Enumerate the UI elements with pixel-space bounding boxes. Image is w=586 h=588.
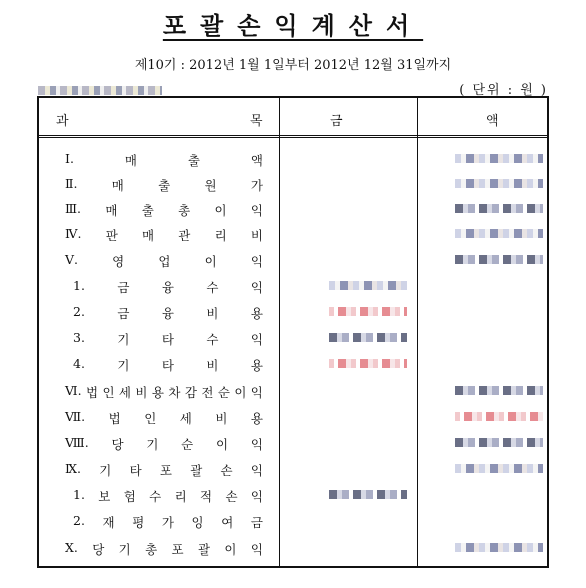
account-name-char: 출 [158, 178, 171, 193]
account-name [73, 487, 263, 505]
account-number: Ⅷ. [65, 435, 89, 450]
account-name-char: 당 [111, 437, 124, 452]
account-name-char: 타 [129, 463, 142, 478]
account-name-char: 총 [178, 203, 191, 218]
amount-redacted [329, 281, 407, 290]
account-name-char: 익 [250, 254, 263, 269]
account-name-char: 가 [250, 178, 263, 193]
account-number: Ⅳ. [65, 226, 82, 241]
account-name-char: 당 [92, 542, 105, 557]
table-row [39, 299, 547, 324]
account-name-char: 익 [250, 437, 263, 452]
account-name-char: 이 [204, 254, 217, 269]
table-row [39, 247, 547, 272]
account-name-char: 익 [250, 332, 263, 347]
account-number: Ⅰ. [65, 151, 74, 166]
account-name-char: 손 [225, 489, 238, 504]
amount-redacted [455, 543, 543, 552]
amount-redacted [455, 229, 543, 238]
account-name-char: 재 [102, 515, 115, 530]
amount-redacted [455, 464, 543, 473]
account-number: 1. [73, 278, 85, 293]
account-name-char: 비 [206, 358, 219, 373]
account-name-char: 포 [171, 542, 184, 557]
account-name-char: 출 [187, 153, 200, 168]
table-row [39, 430, 547, 455]
amount-redacted [455, 179, 543, 188]
amount-redacted [329, 490, 407, 499]
account-name-char: 비 [250, 228, 263, 243]
table-row [39, 325, 547, 350]
amount-redacted [329, 307, 407, 316]
account-number: Ⅱ. [65, 176, 78, 191]
account-name-char: 수 [206, 280, 219, 295]
account-name [65, 383, 263, 401]
account-name [65, 540, 263, 558]
account-name-char: 기 [146, 437, 159, 452]
amount-redacted [455, 204, 543, 213]
account-name-char: 수 [149, 489, 162, 504]
account-name [73, 513, 263, 531]
account-name-char: 용 [250, 358, 263, 373]
account-name-char: 익 [250, 463, 263, 478]
account-name-char: 출 [141, 203, 154, 218]
account-name-char: 융 [161, 280, 174, 295]
account-name-char: 금 [250, 515, 263, 530]
account-name-char: 적 [200, 489, 213, 504]
account-name-char: 기 [117, 332, 130, 347]
account-name-char: 법 [85, 385, 99, 400]
account-name-char: 금 [117, 306, 130, 321]
account-name [65, 201, 263, 219]
table-row [39, 404, 547, 429]
account-name-char: 험 [123, 489, 136, 504]
account-name-char: 순 [181, 437, 194, 452]
account-name-char: 액 [250, 153, 263, 168]
amount-redacted [329, 333, 407, 342]
account-name-char: 비 [215, 411, 228, 426]
account-name [65, 151, 263, 169]
amount-redacted [455, 154, 543, 163]
account-name [65, 409, 263, 427]
account-name-char: 인 [144, 411, 157, 426]
account-name-char: 가 [161, 515, 174, 530]
account-name [65, 435, 263, 453]
account-name-char: 이 [214, 203, 227, 218]
header-amount-left: 금 [330, 114, 343, 129]
account-name-char: 타 [161, 332, 174, 347]
account-name-char: 기 [117, 358, 130, 373]
account-name-char: 관 [178, 228, 191, 243]
account-name-char: 매 [124, 153, 137, 168]
account-name [73, 356, 263, 374]
account-name [65, 226, 263, 244]
account-name-char: 여 [221, 515, 234, 530]
account-name-char: 보 [98, 489, 111, 504]
table-row [39, 196, 547, 221]
account-name-char: 기 [118, 542, 131, 557]
account-name-char: 매 [141, 228, 155, 243]
account-name-char: 리 [174, 489, 187, 504]
account-name [65, 461, 263, 479]
account-name-char: 용 [250, 306, 263, 321]
account-name-char: 괄 [197, 542, 211, 557]
header-account-left: 과 [56, 114, 69, 129]
account-name-char: 비 [135, 385, 148, 400]
account-name-char: 세 [118, 385, 131, 400]
account-name [65, 176, 263, 194]
account-name-char: 전 [201, 385, 214, 400]
account-name-char: 법 [108, 411, 121, 426]
header-account-right: 목 [250, 114, 263, 129]
amount-redacted [329, 359, 407, 368]
account-name-char: 이 [224, 542, 237, 557]
amount-redacted [455, 255, 543, 264]
account-name-char: 이 [216, 437, 229, 452]
account-number: 2. [73, 513, 85, 528]
account-name-char: 판 [105, 228, 118, 243]
account-name-char: 잉 [191, 515, 204, 530]
table-header [39, 98, 547, 138]
account-name-char: 업 [158, 254, 171, 269]
account-name-char: 타 [161, 358, 174, 373]
account-name-char: 비 [206, 306, 219, 321]
fiscal-period: 제10기 : 2012년 1월 1일부터 2012년 12월 31일까지 [134, 58, 452, 73]
account-name [65, 252, 263, 270]
account-name-char: 수 [206, 332, 219, 347]
table-row [39, 351, 547, 376]
account-name-char: 익 [250, 280, 263, 295]
account-name-char: 총 [145, 542, 158, 557]
amount-redacted [455, 412, 543, 421]
table-row [39, 456, 547, 481]
account-name-char: 용 [151, 385, 164, 400]
account-name-char: 금 [117, 280, 130, 295]
table-row [39, 171, 547, 196]
account-name-char: 익 [250, 489, 263, 504]
account-name [73, 278, 263, 296]
account-name-char: 순 [217, 385, 230, 400]
account-number: 3. [73, 330, 85, 345]
account-name-char: 이 [234, 385, 247, 400]
account-number: Ⅵ. [65, 383, 82, 398]
account-name-char: 원 [204, 178, 217, 193]
account-name-char: 영 [112, 254, 125, 269]
header-amount-right: 액 [486, 114, 499, 129]
account-name [73, 330, 263, 348]
account-name-char: 포 [159, 463, 172, 478]
account-number: Ⅸ. [65, 461, 82, 476]
account-name-char: 평 [132, 515, 145, 530]
account-name-char: 괄 [190, 463, 203, 478]
company-name-redacted [38, 86, 162, 95]
currency-unit: ( 단위 : 원 ) [459, 83, 548, 98]
account-name-char: 리 [214, 228, 227, 243]
account-name-char: 기 [99, 463, 112, 478]
account-name-char: 세 [179, 411, 192, 426]
table-row [39, 273, 547, 298]
account-number: 4. [73, 356, 85, 371]
table-row [39, 378, 547, 403]
account-number: 2. [73, 304, 85, 319]
account-number: Ⅲ. [65, 201, 82, 216]
account-name-char: 융 [161, 306, 174, 321]
table-row [39, 535, 547, 560]
account-number: Ⅴ. [65, 252, 79, 267]
amount-redacted [455, 386, 543, 395]
table-row [39, 482, 547, 507]
account-name-char: 용 [250, 411, 263, 426]
table-row [39, 146, 547, 171]
amount-redacted [455, 438, 543, 447]
account-name-char: 익 [250, 542, 263, 557]
account-name-char: 익 [250, 203, 263, 218]
account-name-char: 익 [250, 385, 263, 400]
statement-title: 포괄손익계산서 [162, 11, 424, 40]
account-name-char: 감 [184, 385, 197, 400]
account-name-char: 손 [220, 463, 233, 478]
account-name-char: 매 [105, 203, 118, 218]
account-number: 1. [73, 487, 85, 502]
account-number: Ⅶ. [65, 409, 86, 424]
account-number: Ⅹ. [65, 540, 78, 555]
account-name-char: 차 [168, 385, 181, 400]
account-name-char: 매 [111, 178, 124, 193]
account-name [73, 304, 263, 322]
income-statement-table [37, 96, 549, 568]
table-row [39, 221, 547, 246]
table-row [39, 508, 547, 533]
account-name-char: 인 [102, 385, 115, 400]
